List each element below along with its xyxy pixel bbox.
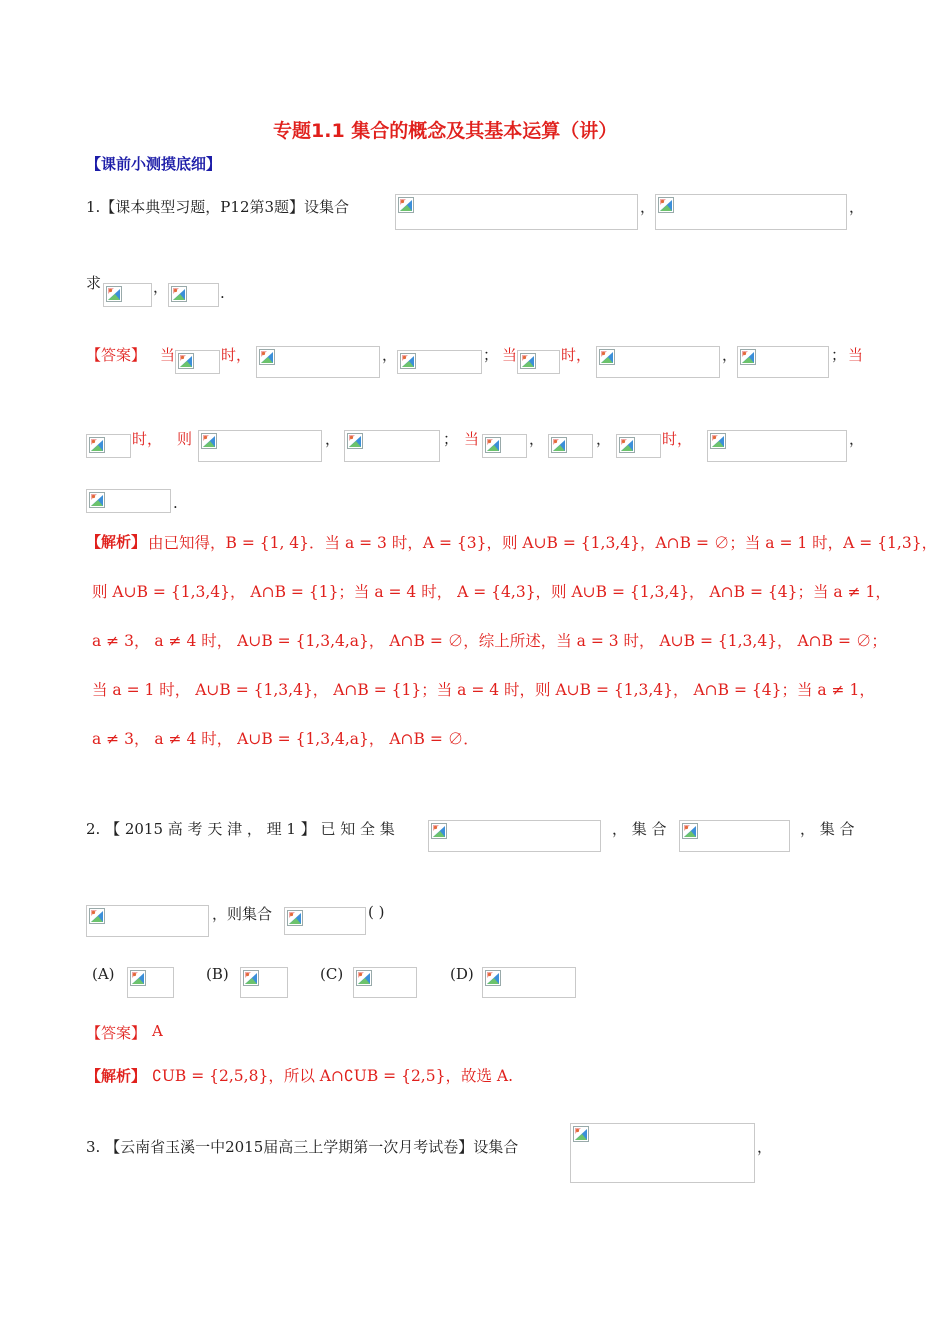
broken-image-icon	[287, 910, 303, 926]
answer-dang: 当	[160, 346, 176, 364]
answer-label: 【答案】	[86, 1024, 147, 1042]
formula-image	[395, 194, 638, 230]
broken-image-icon	[573, 1126, 589, 1142]
option-c-label: (C)	[320, 965, 344, 983]
analysis-line: 则 A∪B = {1,3,4}， A∩B = {1}；当 a = 4 时， A = {4,3}，则 A∪B = {1,3,4}， A∩B = {4}；当 a ≠ 1，	[92, 583, 891, 601]
formula-image	[517, 350, 560, 374]
comma: ，	[640, 198, 656, 216]
question-1-text: 1.【课本典型习题，P12第3题】设集合	[86, 198, 350, 216]
broken-image-icon	[356, 970, 372, 986]
broken-image-icon	[89, 492, 105, 508]
formula-image	[679, 820, 790, 852]
answer-label: 【答案】	[86, 346, 147, 364]
question-2-text: 2. 【 2015 高 考 天 津 ， 理 1 】 已 知 全 集	[86, 820, 395, 838]
period: .	[173, 494, 178, 512]
broken-image-icon	[599, 349, 615, 365]
analysis-line: 由已知得，B = {1, 4}．当 a = 3 时，A = {3}，则 A∪B = {1,3,4}，A∩B = ∅；当 a = 1 时，A = {1,3}，	[148, 534, 938, 552]
broken-image-icon	[201, 433, 217, 449]
page-title: 专题1.1 集合的概念及其基本运算（讲）	[273, 120, 618, 142]
broken-image-icon	[740, 349, 756, 365]
broken-image-icon	[520, 353, 536, 369]
broken-image-icon	[106, 286, 122, 302]
analysis-line: a ≠ 3， a ≠ 4 时， A∪B = {1,3,4,a}， A∩B = ∅．	[92, 730, 479, 748]
broken-image-icon	[398, 197, 414, 213]
broken-image-icon	[619, 437, 635, 453]
comma: ，	[382, 346, 398, 364]
analysis-line: a ≠ 3， a ≠ 4 时， A∪B = {1,3,4,a}， A∩B = ∅，综上所述，当 a = 3 时， A∪B = {1,3,4}， A∩B = ∅；	[92, 632, 887, 650]
comma: ，	[153, 278, 169, 296]
answer-dang: 当	[848, 346, 864, 364]
formula-image	[397, 350, 482, 374]
comma: ，	[757, 1138, 773, 1156]
broken-image-icon	[347, 433, 363, 449]
analysis-label: 【解析】	[86, 533, 147, 551]
comma: ，	[529, 430, 545, 448]
question-2-text: ， 集 合	[800, 820, 855, 838]
formula-image	[168, 283, 219, 307]
comma: ，	[722, 346, 738, 364]
formula-image	[103, 283, 152, 307]
formula-image	[198, 430, 322, 462]
formula-image	[616, 434, 661, 458]
formula-image	[353, 967, 417, 998]
answer-shi: 时，	[221, 346, 252, 364]
broken-image-icon	[710, 433, 726, 449]
option-b-label: (B)	[206, 965, 229, 983]
answer-ze: 则	[177, 430, 193, 448]
formula-image	[482, 434, 527, 458]
analysis-label: 【解析】	[86, 1067, 147, 1085]
broken-image-icon	[485, 970, 501, 986]
formula-image	[240, 967, 288, 998]
formula-image	[482, 967, 576, 998]
broken-image-icon	[259, 349, 275, 365]
semicolon: ；	[483, 346, 499, 364]
comma: ，	[596, 430, 612, 448]
formula-image	[570, 1123, 755, 1183]
question-3-text: 3. 【云南省玉溪一中2015届高三上学期第一次月考试卷】设集合	[86, 1138, 519, 1156]
formula-image	[175, 350, 220, 374]
formula-image	[596, 346, 720, 378]
semicolon: ；	[831, 346, 847, 364]
question-2-text: ， 集 合	[612, 820, 667, 838]
formula-image	[428, 820, 601, 852]
formula-image	[548, 434, 593, 458]
formula-image	[737, 346, 829, 378]
semicolon: ；	[443, 430, 459, 448]
question-2-text: ，则集合	[212, 905, 273, 923]
broken-image-icon	[243, 970, 259, 986]
broken-image-icon	[400, 353, 416, 369]
formula-image	[86, 434, 131, 458]
answer-value: A	[152, 1022, 163, 1040]
comma: ，	[849, 430, 865, 448]
analysis-line: ∁UB = {2,5,8}，所以 A∩∁UB = {2,5}，故选 A.	[152, 1067, 514, 1085]
period: .	[220, 284, 225, 302]
broken-image-icon	[431, 823, 447, 839]
formula-image	[86, 905, 209, 937]
broken-image-icon	[178, 353, 194, 369]
option-d-label: (D)	[450, 965, 474, 983]
answer-paren: ( )	[368, 903, 385, 921]
analysis-line: 当 a = 1 时， A∪B = {1,3,4}， A∩B = {1}；当 a = 4 时，则 A∪B = {1,3,4}， A∩B = {4}；当 a ≠ 1，	[92, 681, 875, 699]
broken-image-icon	[658, 197, 674, 213]
broken-image-icon	[682, 823, 698, 839]
formula-image	[344, 430, 440, 462]
answer-shi: 时，	[561, 346, 592, 364]
broken-image-icon	[485, 437, 501, 453]
comma: ，	[849, 198, 865, 216]
option-a-label: (A)	[92, 965, 115, 983]
answer-dang: 当	[502, 346, 518, 364]
answer-dang: 当	[464, 430, 480, 448]
formula-image	[655, 194, 847, 230]
formula-image	[86, 489, 171, 513]
broken-image-icon	[89, 908, 105, 924]
section-heading: 【课前小测摸底细】	[86, 155, 222, 173]
broken-image-icon	[551, 437, 567, 453]
broken-image-icon	[130, 970, 146, 986]
broken-image-icon	[89, 437, 105, 453]
formula-image	[256, 346, 380, 378]
ask-text: 求	[86, 274, 102, 292]
formula-image	[284, 907, 366, 935]
formula-image	[707, 430, 847, 462]
answer-shi: 时，	[132, 430, 163, 448]
broken-image-icon	[171, 286, 187, 302]
comma: ，	[325, 430, 341, 448]
answer-shi: 时，	[662, 430, 693, 448]
formula-image	[127, 967, 174, 998]
